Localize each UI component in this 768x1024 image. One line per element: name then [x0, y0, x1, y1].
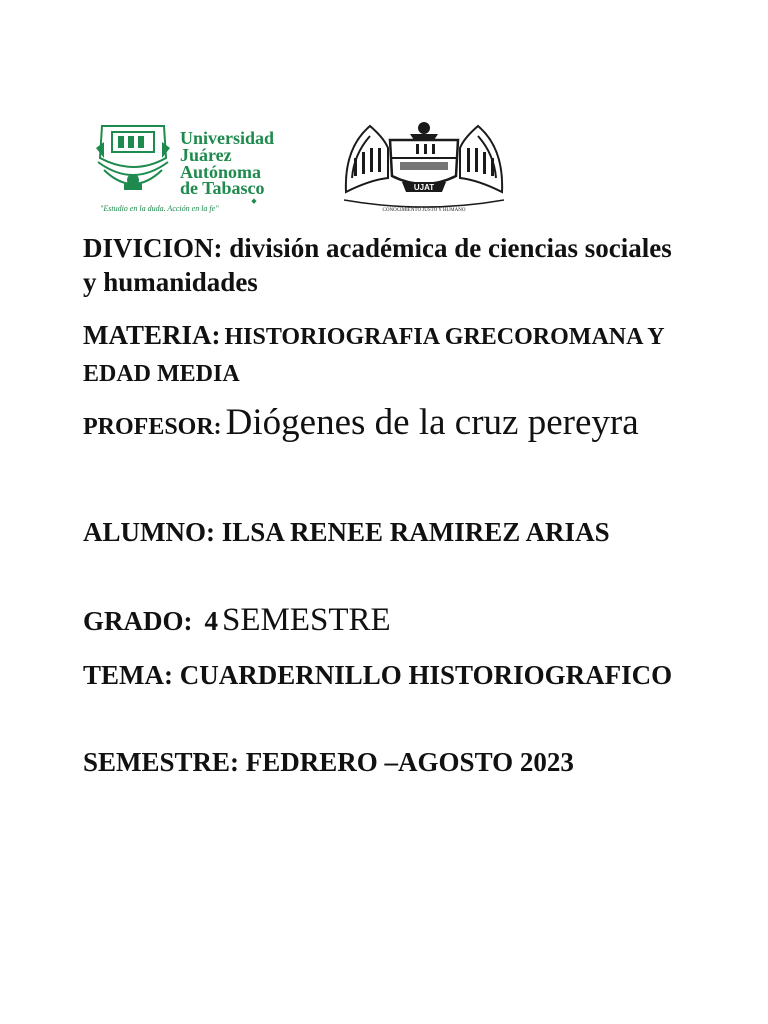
profesor-value: Diógenes de la cruz pereyra	[225, 402, 639, 443]
grado-field	[83, 600, 683, 646]
alumno-label: ALUMNO:	[83, 517, 215, 547]
seal-banner-text: UJAT	[413, 183, 435, 192]
materia-value: HISTORIOGRAFIA GRECOROMANA Y EDAD MEDIA	[83, 324, 664, 387]
wordmark-line2: Juárez	[180, 145, 232, 165]
alumno-value: ILSA RENEE RAMIREZ ARIAS	[221, 517, 610, 547]
logo-header	[94, 118, 514, 214]
materia-label: MATERIA:	[83, 320, 221, 350]
seal-motto: CONOCIMIENTO JUSTO Y HUMANO	[382, 208, 466, 213]
wordmark-line1: Universidad	[180, 128, 275, 148]
profesor-label: PROFESOR:	[83, 414, 222, 440]
semestre-value: FEDRERO –AGOSTO 2023	[245, 747, 574, 777]
semestre-label: SEMESTRE:	[83, 747, 240, 777]
grado-number: 4	[204, 606, 218, 636]
semestre-field	[83, 743, 683, 781]
grado-label: GRADO:	[83, 606, 193, 636]
materia-field	[83, 318, 683, 394]
divicion-label: DIVICION:	[83, 233, 223, 263]
tema-field	[83, 657, 683, 693]
divicion-value: división académica de ciencias sociales y humanidades	[83, 233, 672, 297]
tema-value: CUARDERNILLO HISTORIOGRAFICO	[179, 660, 673, 690]
ujat-wordmark-logo	[94, 118, 339, 213]
grado-value: SEMESTRE	[222, 602, 391, 638]
wordmark-motto: "Estudio en la duda. Acción en la fe"	[100, 204, 219, 213]
svg-text:◆: ◆	[251, 197, 257, 205]
ujat-seal-logo	[340, 118, 508, 214]
alumno-field	[83, 515, 683, 549]
wordmark-line4: de Tabasco	[180, 178, 265, 198]
profesor-field	[83, 400, 683, 453]
divicion-field	[83, 231, 683, 299]
tema-label: TEMA:	[83, 660, 173, 690]
wordmark-line3: Autónoma	[180, 162, 262, 182]
